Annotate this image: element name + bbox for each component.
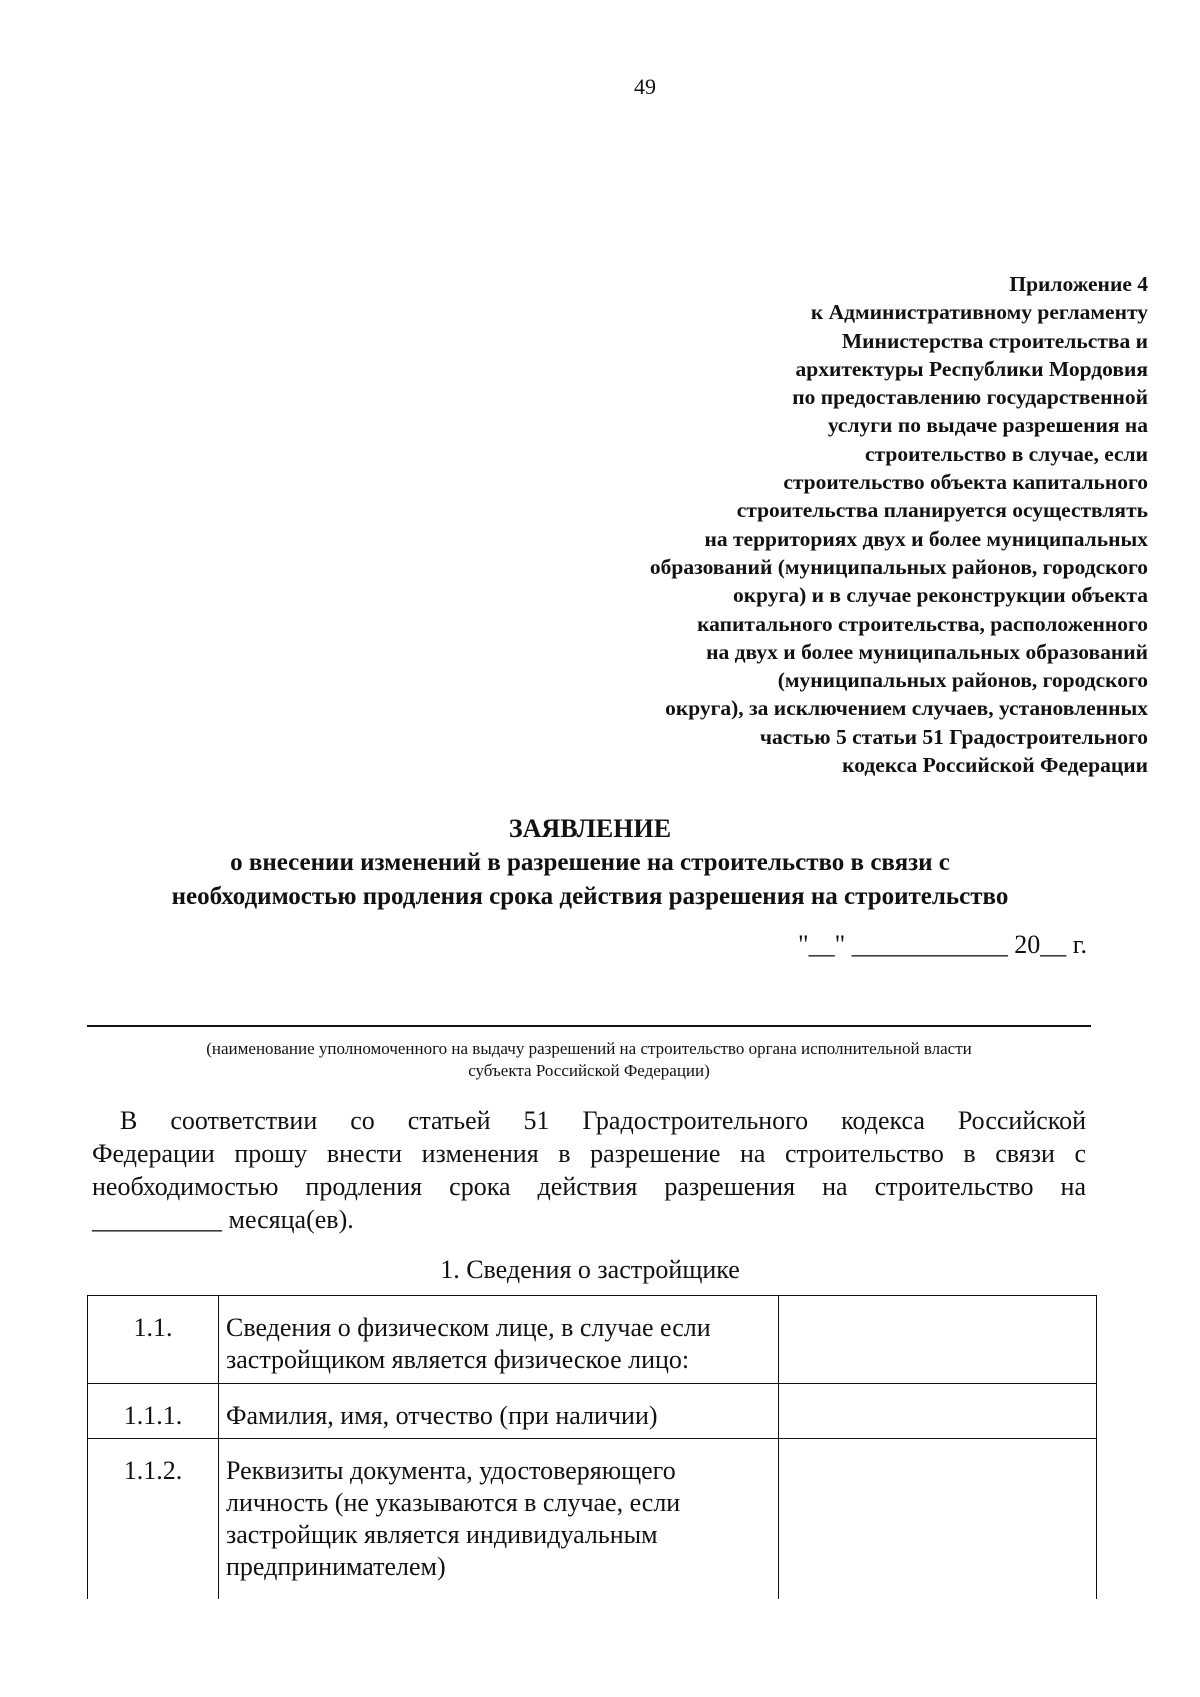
paragraph-line: необходимостью продления срока действия разрешения на строительство на	[92, 1172, 1086, 1201]
table-row	[88, 1296, 1097, 1384]
paragraph-line: __________ месяца(ев).	[92, 1205, 354, 1234]
row-label-line: предпринимателем)	[226, 1552, 446, 1581]
document-heading	[0, 812, 1180, 914]
row-label	[219, 1439, 779, 1599]
appendix-line: к Административному регламенту	[810, 300, 1148, 325]
request-paragraph	[92, 1104, 1086, 1236]
row-value-cell[interactable]	[779, 1439, 1097, 1599]
organ-name-line	[87, 1025, 1091, 1027]
appendix-block	[508, 270, 1148, 779]
appendix-line: частью 5 статьи 51 Градостроительного	[759, 724, 1148, 749]
appendix-line: округа) и в случае реконструкции объекта	[733, 583, 1148, 608]
appendix-line: строительство объекта капитального	[783, 470, 1148, 495]
row-label-line: застройщик является индивидуальным	[226, 1520, 658, 1549]
table-row	[88, 1384, 1097, 1439]
appendix-line: кодекса Российской Федерации	[842, 753, 1148, 778]
appendix-line: строительство в случае, если	[865, 441, 1148, 466]
appendix-line: строительства планируется осуществлять	[736, 498, 1148, 523]
row-label-line: Фамилия, имя, отчество (при наличии)	[226, 1401, 658, 1430]
document-subtitle-line: необходимостью продления срока действия разрешения на строительство	[171, 883, 1009, 910]
appendix-line: округа), за исключением случаев, установленных	[665, 696, 1148, 721]
row-label-line: застройщиком является физическое лицо:	[226, 1345, 690, 1374]
appendix-line: (муниципальных районов, городского	[777, 668, 1148, 693]
row-label-line: личность (не указываются в случае, если	[226, 1488, 681, 1517]
appendix-line: на двух и более муниципальных образований	[706, 639, 1148, 664]
caption-line: (наименование уполномоченного на выдачу разрешений на строительство органа исполнительной власти	[206, 1039, 972, 1058]
appendix-line: Министерства строительства и	[841, 328, 1148, 353]
row-label-line: Реквизиты документа, удостоверяющего	[226, 1456, 676, 1485]
row-number: 1.1.2.	[88, 1439, 219, 1599]
appendix-line: капитального строительства, расположенного	[697, 611, 1148, 636]
paragraph-line: Федерации прошу внести изменения в разрешение на строительство в связи с	[92, 1139, 1086, 1168]
row-value-cell[interactable]	[779, 1296, 1097, 1384]
row-value-cell[interactable]	[779, 1384, 1097, 1439]
row-label	[219, 1296, 779, 1384]
section-title: 1. Сведения о застройщике	[440, 1255, 740, 1284]
developer-info-table	[87, 1295, 1097, 1599]
page-number: 49	[634, 74, 656, 99]
row-number: 1.1.	[88, 1296, 219, 1384]
document-title: ЗАЯВЛЕНИЕ	[508, 814, 672, 843]
date-field: "__" ____________ 20__ г.	[798, 930, 1087, 959]
appendix-line: архитектуры Республики Мордовия	[795, 356, 1148, 381]
document-subtitle-line: о внесении изменений в разрешение на строительство в связи с	[230, 849, 950, 876]
appendix-line: услуги по выдаче разрешения на	[827, 413, 1148, 438]
table-row	[88, 1439, 1097, 1599]
appendix-line: образований (муниципальных районов, городского	[649, 554, 1148, 579]
paragraph-line: В соответствии со статьей 51 Градостроительного кодекса Российской	[120, 1106, 1086, 1135]
appendix-line: Приложение 4	[1009, 272, 1148, 296]
row-label-line: Сведения о физическом лице, в случае если	[226, 1313, 711, 1342]
caption-line: субъекта Российской Федерации)	[468, 1061, 710, 1080]
row-number: 1.1.1.	[88, 1384, 219, 1439]
organ-name-caption	[87, 1038, 1091, 1082]
appendix-line: на территориях двух и более муниципальных	[704, 526, 1148, 551]
row-label	[219, 1384, 779, 1439]
appendix-line: по предоставлению государственной	[792, 385, 1148, 410]
